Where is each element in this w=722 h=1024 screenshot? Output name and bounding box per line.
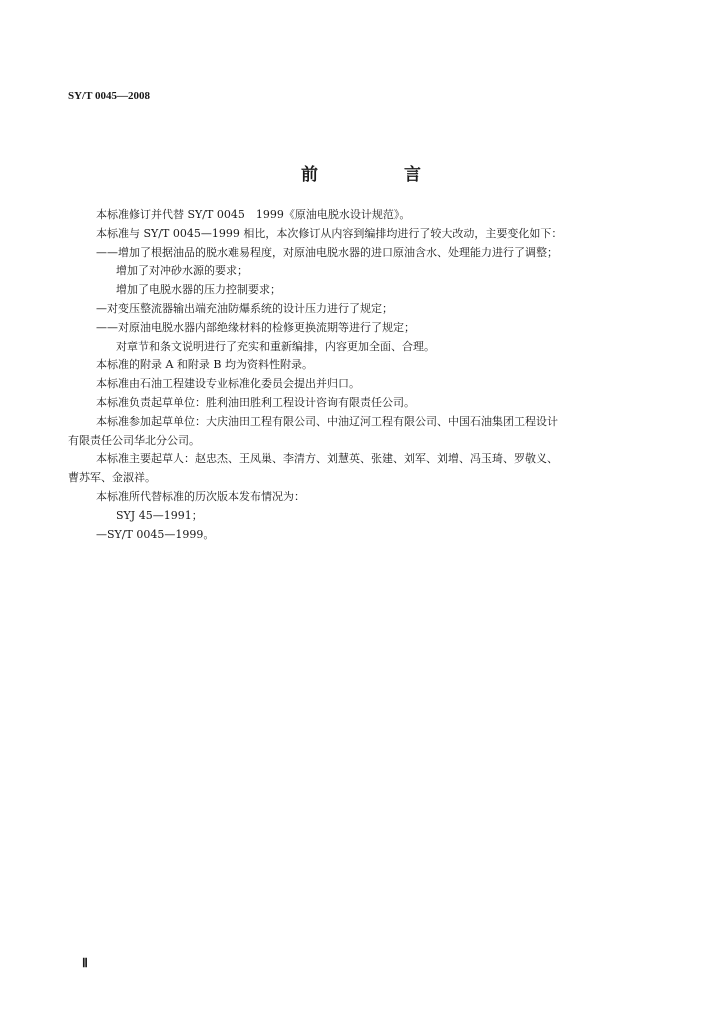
text-line: 本标准所代替标准的历次版本发布情况为： [96, 489, 305, 503]
text-line: 增加了电脱水器的压力控制要求； [116, 283, 281, 297]
standard-code: SY/T 0045—2008 [68, 90, 151, 102]
page-number: Ⅱ [82, 956, 88, 970]
text-line: —对变压整流器输出端充油防爆系统的设计压力进行了规定； [96, 301, 393, 315]
foreword-body [68, 206, 668, 544]
text-line: 曹苏军、金淑祥。 [68, 471, 156, 485]
text-line: 对章节和条文说明进行了充实和重新编排，内容更加全面、合理。 [116, 339, 435, 353]
text-line: —SY/T 0045—1999。 [96, 527, 215, 541]
text-line: 本标准修订并代替 SY/T 0045 1999《原油电脱水设计规范》。 [96, 208, 411, 221]
text-line: 有限责任公司华北分公司。 [68, 433, 200, 447]
text-line: 本标准负责起草单位：胜利油田胜利工程设计咨询有限责任公司。 [96, 395, 415, 409]
text-line: 本标准参加起草单位：大庆油田工程有限公司、中油辽河工程有限公司、中国石油集团工程设计 [96, 414, 558, 428]
text-line: ——对原油电脱水器内部绝缘材料的检修更换流期等进行了规定； [96, 320, 415, 334]
page-title: 前 言 [301, 165, 461, 185]
text-line: ——增加了根据油品的脱水难易程度，对原油电脱水器的进口原油含水、处理能力进行了调整； [96, 245, 558, 259]
text-line: 本标准主要起草人：赵忠杰、王凤巢、李清方、刘慧英、张建、刘军、刘增、冯玉琦、罗敬义、 [96, 452, 558, 466]
text-line: 本标准与 SY/T 0045—1999 相比，本次修订从内容到编排均进行了较大改动，主要变化如下： [96, 226, 563, 240]
text-line: SYJ 45—1991； [116, 508, 203, 522]
text-line: 增加了对冲砂水源的要求； [116, 264, 248, 278]
text-line: 本标准的附录 A 和附录 B 均为资料性附录。 [96, 358, 314, 372]
text-line: 本标准由石油工程建设专业标准化委员会提出并归口。 [96, 377, 360, 391]
